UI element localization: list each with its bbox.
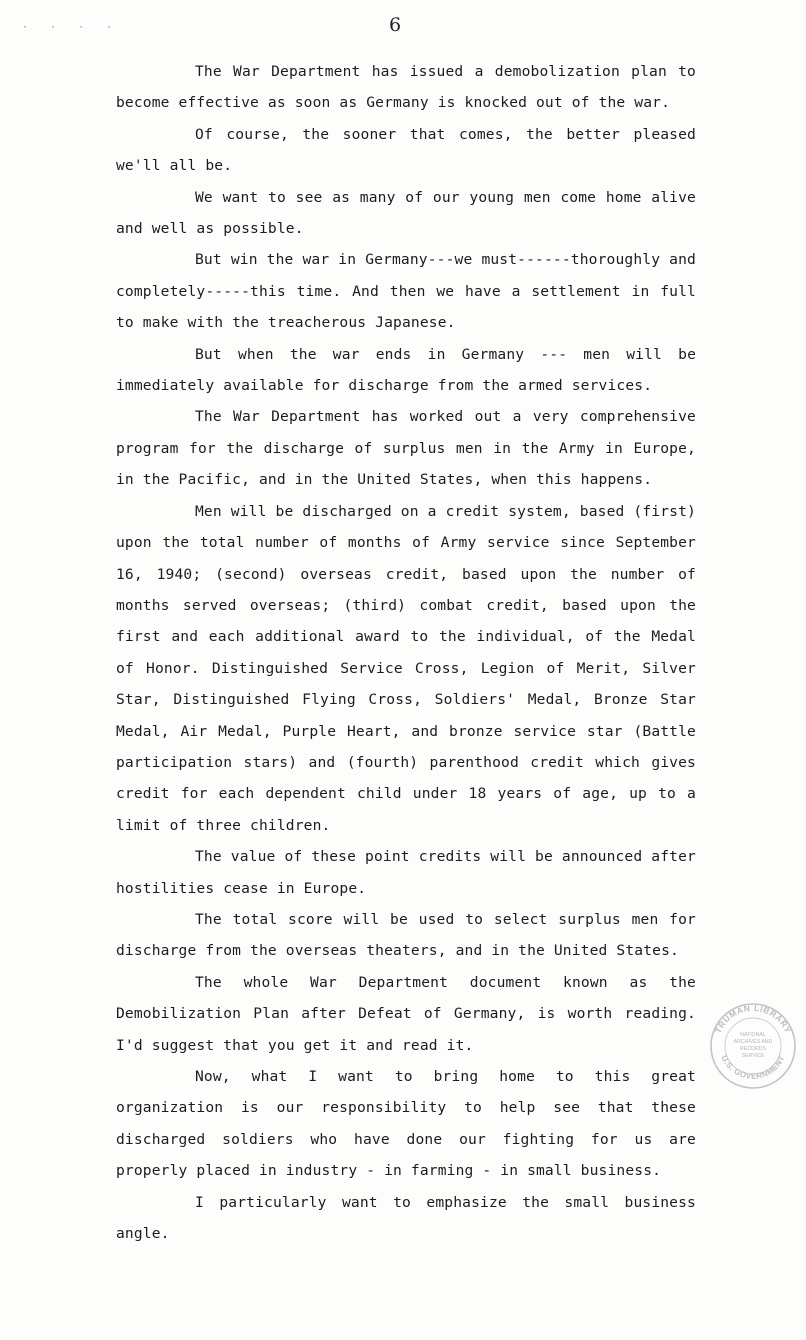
paragraph: The War Department has issued a demobolization plan to become effective as soon as Germany is knocked out of the war. (116, 63, 696, 112)
stamp-center-line: RECORDS (740, 1046, 766, 1052)
paragraph: The value of these point credits will be announced after hostilities cease in Europe. (116, 848, 696, 897)
paragraph: But when the war ends in Germany --- men will be immediately available for discharge from the armed services. (116, 345, 696, 395)
stamp-top-text: TRUMAN LIBRARY (712, 1002, 794, 1035)
paragraph: The total score will be used to select surplus men for discharge from the overseas theaters, and in the United States. (116, 910, 696, 960)
stamp-center-line: NATIONAL (740, 1032, 766, 1038)
stamp-center-line: ARCHIVES AND (733, 1039, 773, 1045)
paragraph: Of course, the sooner that comes, the better pleased we'll all be. (116, 125, 696, 175)
paragraph: The War Department has worked out a very comprehensive program for the discharge of surplus men in the Army in Europe, in the Pacific, and in the United States, when this happens. (116, 408, 696, 489)
paragraph: But win the war in Germany---we must------thoroughly and completely-----this time. And then we have a settlement in full to make with the treacherous Japanese. (116, 251, 696, 332)
stamp-bottom-text: U.S. GOVERNMENT (719, 1054, 787, 1081)
stamp-center-line: SERVICE (741, 1053, 765, 1059)
paragraph: The whole War Department document known as the Demobilization Plan after Defeat of Germany, is worth reading. I'd suggest that you get it and read it. (116, 973, 696, 1054)
paragraph: I particularly want to emphasize the small business angle. (116, 1193, 696, 1243)
archive-stamp (708, 1001, 798, 1091)
body-text (116, 56, 696, 1249)
paragraph: We want to see as many of our young men come home alive and well as possible. (116, 188, 696, 238)
page-number: 6 (389, 14, 402, 36)
margin-marks: · · · · (22, 22, 121, 33)
paragraph: Now, what I want to bring home to this great organization is our responsibility to help see that these discharged soldiers who have done our fighting for us are properly placed in industry - in farming - in small business. (116, 1068, 696, 1180)
paragraph: Men will be discharged on a credit system, based (first) upon the total number of months of Army service since September 16, 1940; (second) overseas credit, based upon the number of months served overseas; (third) combat credit, based upon the first and each additional award to the individual, of the Medal of Honor. Distinguished Service Cross, Legion of Merit, Silver Star, Distinguished Flying Cross, Soldiers' Medal, Bronze Star Medal, Air Medal, Purple Heart, and bronze service star (Battle participation stars) and (fourth) parenthood credit which gives credit for each dependent child under 18 years of age, up to a limit of three children. (116, 502, 696, 834)
